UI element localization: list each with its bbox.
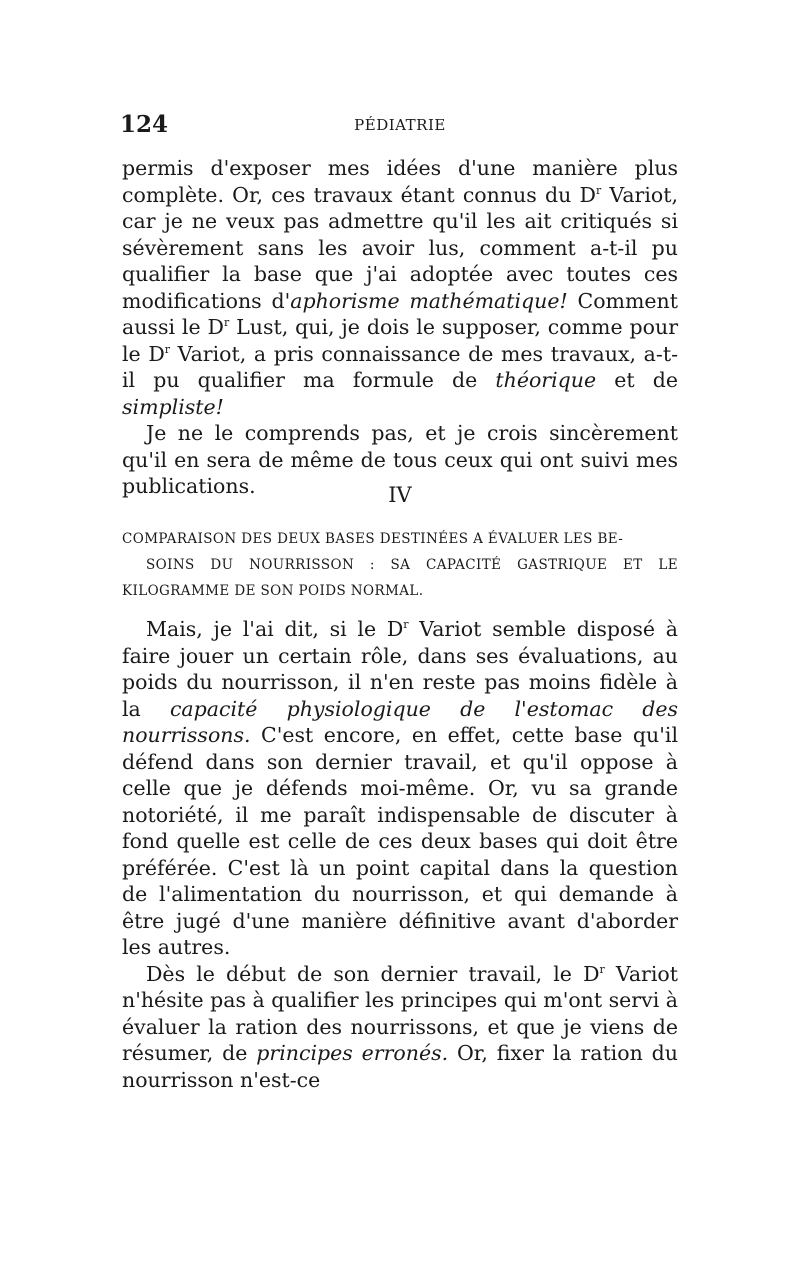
text-run: Variot, car je ne veux pas admettre qu'il les ait critiqués si sévèrement sans les avoir lus, comment a-t-il pu qualifier la base que j'ai adoptée avec toutes ces modifications d' [122,182,678,313]
text-block-bottom [122,616,678,1093]
superscript: r [403,618,409,632]
text-run: Lust, qui, je dois le supposer, comme pour le D [122,315,678,366]
superscript: r [223,316,230,330]
section-title [122,526,678,604]
paragraph: Je ne le comprends pas, et je crois sincèrement qu'il en sera de même de tous ceux qui ont suivi mes publications. [122,421,678,498]
superscript: r [595,183,602,197]
superscript: r [164,342,171,356]
text-run: Variot, a pris connaissance de mes travaux, a-t-il pu qualifier ma formule de [122,341,678,392]
paragraph [122,616,678,961]
page-number: 124 [120,111,169,138]
italic-run: théorique [495,368,597,392]
running-title: PÉDIATRIE [354,116,446,134]
paragraph [122,155,678,420]
section-title-line: COMPARAISON DES DEUX BASES DESTINÉES A ÉVALUER LES BE- [122,531,624,547]
running-head [120,112,680,138]
italic-run: simpliste! [122,394,224,419]
italic-run: aphorisme mathématique! [290,288,568,313]
text-run: et de [596,368,678,392]
text-run: C'est encore, en effet, cette base qu'il défend dans son dernier travail, et qu'il oppose à celle que je défends moi-même. Or, vu sa grande notoriété, il me paraît indispensable de discuter à fond quelle est celle de ces deux bases qui doit être préférée. C'est là un point capital dans la question de l'alimentation du nourrisson, et qui demande à être jugé d'une manière définitive avant d'aborder les autres. [122,723,678,959]
text-block-top [122,155,678,500]
section-number: IV [388,483,412,507]
text-run: Or, fixer la ration du nourrisson n'est-ce [122,1041,678,1092]
text-run: Comment aussi le D [122,288,678,339]
italic-run: principes erronés. [256,1041,449,1065]
text-run: Variot n'hésite pas à qualifier les principes qui m'ont servi à évaluer la ration des nourrissons, et que je viens de résumer, de [122,961,678,1065]
text-run: Mais, je l'ai dit, si le D [146,617,404,641]
section-title-line: SOINS DU NOURRISSON : SA CAPACITÉ GASTRIQUE ET LE KILOGRAMME DE SON POIDS NORMAL. [122,557,678,599]
paragraph [122,961,678,1094]
text-run: Dès le début de son dernier travail, le D [146,961,600,986]
text-run: Variot semble disposé à faire jouer un certain rôle, dans ses évaluations, au poids du nourrisson, il n'en reste pas moins fidèle à la [122,617,678,721]
italic-run: capacité physiologique de l'estomac des nourrissons. [122,696,679,747]
text-run: permis d'exposer mes idées d'une manière plus complète. Or, ces travaux étant connus du D [122,156,678,207]
superscript: r [599,962,605,976]
